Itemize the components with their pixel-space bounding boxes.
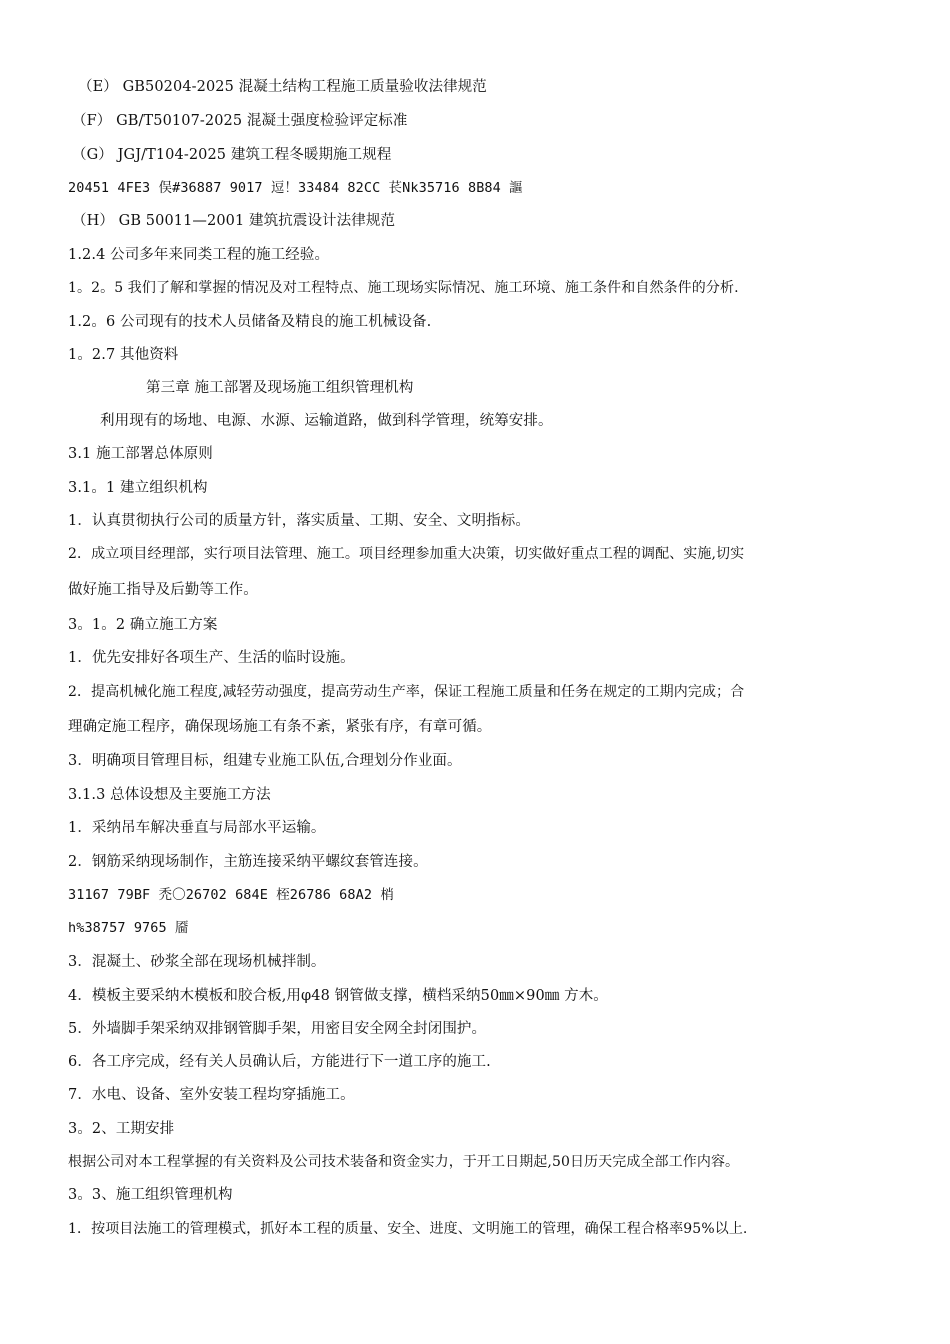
doc-line-3-1-1-item-2-cont: 做好施工指导及后勤等工作。 <box>68 582 258 598</box>
doc-line-standard-f: （F） GB/T50107-2025 混凝土强度检验评定标准 <box>72 113 408 129</box>
doc-line-1-2-7: 1。2.7 其他资料 <box>68 347 179 363</box>
subsection-heading-3-1-2: 3。1。2 确立施工方案 <box>68 617 218 633</box>
doc-line-3-1-1-item-1: 1．认真贯彻执行公司的质量方针，落实质量、工期、安全、文明指标。 <box>68 513 530 529</box>
doc-line-3-1-3-item-4: 4．模板主要采纳木模板和胶合板,用φ48 钢管做支撑，横档采纳50㎜×90㎜ 方木。 <box>68 988 608 1004</box>
section-heading-3-1: 3.1 施工部署总体原则 <box>68 446 213 462</box>
chapter-heading: 第三章 施工部署及现场施工组织管理机构 <box>146 380 414 396</box>
section-heading-3-3: 3。3、施工组织管理机构 <box>68 1187 233 1203</box>
doc-line-standard-h: （H） GB 50011—2001 建筑抗震设计法律规范 <box>72 213 396 229</box>
doc-line-3-1-3-item-5: 5．外墙脚手架采纳双排钢管脚手架，用密目安全网全封闭围护。 <box>68 1021 487 1037</box>
doc-line-intro: 利用现有的场地、电源、水源、运输道路，做到科学管理，统筹安排。 <box>100 413 553 429</box>
doc-line-3-1-2-item-2-cont: 理确定施工程序，确保现场施工有条不紊，紧张有序，有章可循。 <box>68 719 492 735</box>
subsection-heading-3-1-3: 3.1.3 总体设想及主要施工方法 <box>68 787 271 803</box>
doc-line-3-1-2-item-2: 2．提高机械化施工程度,减轻劳动强度，提高劳动生产率，保证工程施工质量和任务在规定的工期内完成；合 <box>68 684 745 700</box>
doc-line-1-2-4: 1.2.4 公司多年来同类工程的施工经验。 <box>68 247 330 263</box>
doc-line-3-1-3-item-2: 2．钢筋采纳现场制作，主筋连接采纳平螺纹套管连接。 <box>68 854 428 870</box>
doc-line-3-1-3-item-3: 3．混凝土、砂浆全部在现场机械拌制。 <box>68 954 326 970</box>
doc-line-1-2-5: 1。2。5 我们了解和掌握的情况及对工程特点、施工现场实际情况、施工环境、施工条件和自然条件的分析. <box>68 280 739 296</box>
subsection-heading-3-1-1: 3.1。1 建立组织机构 <box>68 480 208 496</box>
doc-line-3-1-2-item-3: 3．明确项目管理目标，组建专业施工队伍,合理划分作业面。 <box>68 753 462 769</box>
doc-line-3-1-3-item-1: 1．采纳吊车解决垂直与局部水平运输。 <box>68 820 326 836</box>
doc-line-3-1-3-item-7: 7．水电、设备、室外安装工程均穿插施工。 <box>68 1087 355 1103</box>
doc-line-1-2-6: 1.2。6 公司现有的技术人员储备及精良的施工机械设备. <box>68 314 432 330</box>
doc-line-3-1-3-item-6: 6．各工序完成，经有关人员确认后，方能进行下一道工序的施工. <box>68 1054 491 1070</box>
doc-line-3-1-1-item-2: 2．成立项目经理部，实行项目法管理、施工。项目经理参加重大决策，切实做好重点工程的调配、实施,切实 <box>68 546 745 562</box>
doc-line-garbled-2: 31167 79BF 禿〇26702 684E 桎26786 68A2 梢 <box>68 887 394 903</box>
doc-line-standard-g: （G） JGJ/T104-2025 建筑工程冬暖期施工规程 <box>72 147 392 163</box>
doc-line-garbled-3: h%38757 9765 靥 <box>68 920 189 936</box>
doc-line-garbled-1: 20451 4FE3 俣#36887 9017 逗！33484 82CC 苌Nk35716 8B84 謳 <box>68 180 523 196</box>
doc-line-3-1-2-item-1: 1．优先安排好各项生产、生活的临时设施。 <box>68 650 355 666</box>
section-heading-3-2: 3。2、工期安排 <box>68 1121 175 1137</box>
doc-line-3-2-body: 根据公司对本工程掌握的有关资料及公司技术装备和资金实力，于开工日期起,50日历天完成全部工作内容。 <box>68 1154 740 1170</box>
doc-line-3-3-item-1: 1．按项目法施工的管理模式，抓好本工程的质量、安全、进度、文明施工的管理，确保工程合格率95%以上. <box>68 1221 748 1237</box>
doc-line-standard-e: （E） GB50204-2025 混凝土结构工程施工质量验收法律规范 <box>78 79 487 95</box>
